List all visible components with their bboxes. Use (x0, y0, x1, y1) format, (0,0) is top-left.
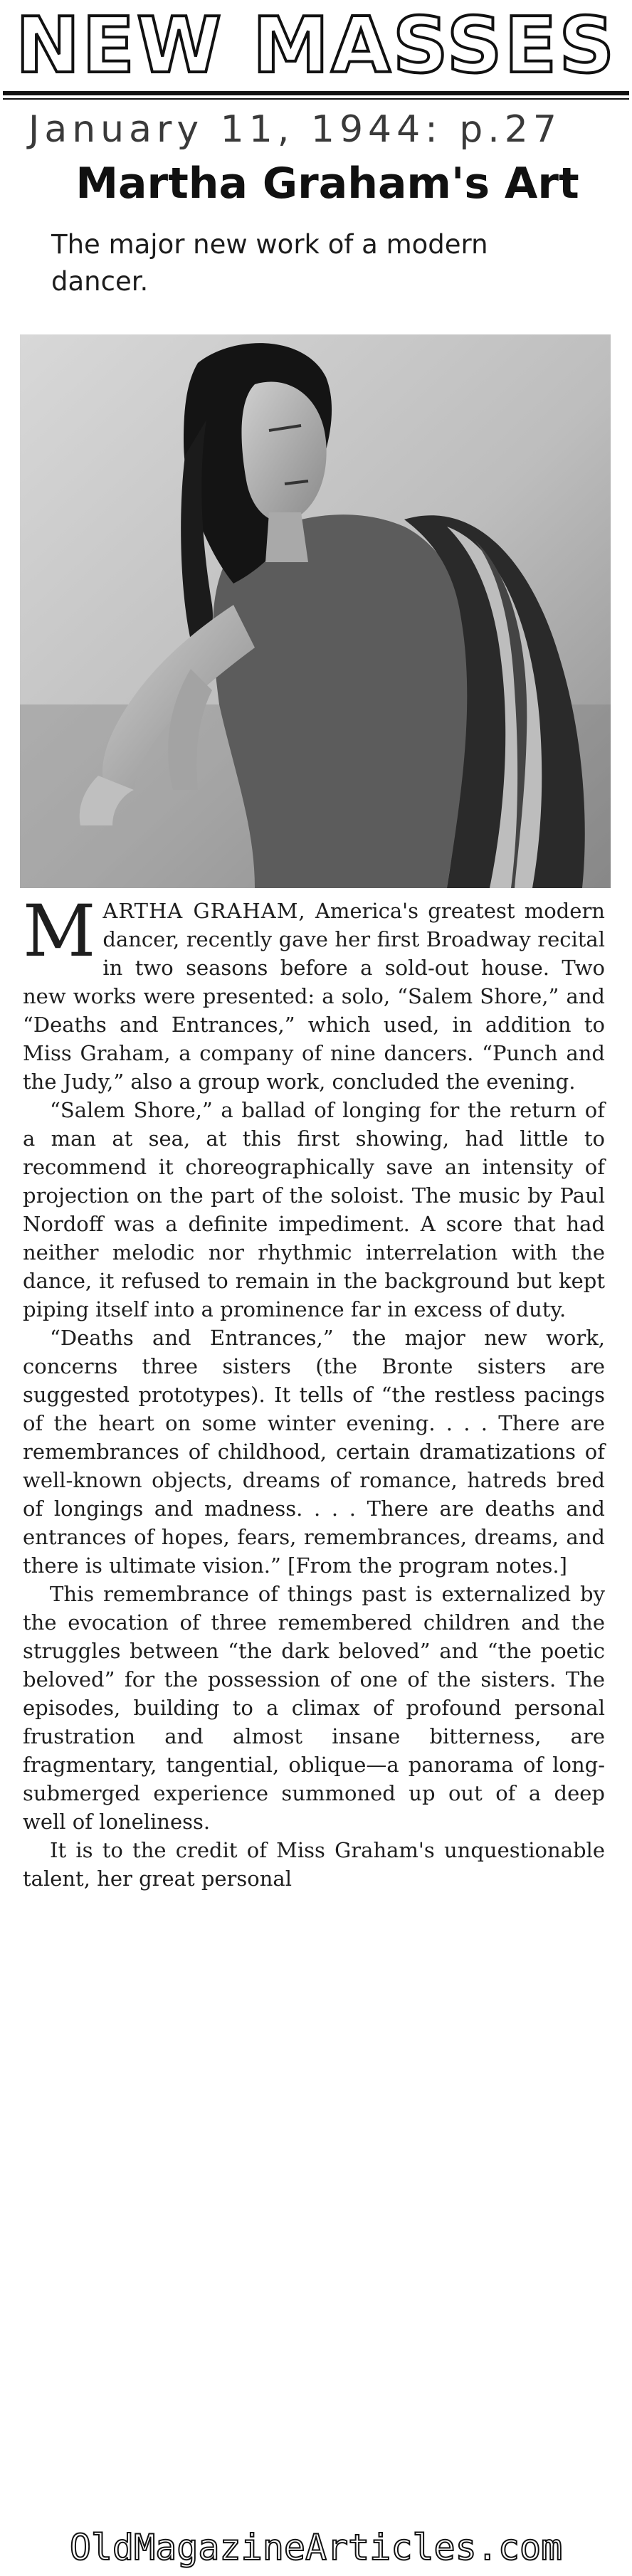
source-watermark: OldMagazineArticles.com (69, 2527, 563, 2568)
article-paragraph-3: “Deaths and Entrances,” the major new work, concerns three sisters (the Bronte sisters are suggested prototypes). It tells of “the restless pacings of the heart on some winter evening. . . . There are remembrances of childhood, certain dramatizations of well-known objects, dreams of romance, hatreds bred of longings and madness. . . . There are deaths and entrances of hopes, fears, remembrances, dreams, and there is ultimate vision.” [From the program notes.] (23, 1326, 605, 1578)
masthead-rule-thin (3, 98, 629, 100)
masthead-rule-thick (3, 91, 629, 95)
article-paragraph-2: “Salem Shore,” a ballad of longing for the return of a man at sea, at this first showing, had little to recommend it choreographically save an intensity of projection on the part of the soloist. The music by Paul Nordoff was a definite impediment. A score that had neither melodic nor rhythmic interrelation with the dance, it refused to remain in the background but kept piping itself into a prominence far in excess of duty. (23, 1098, 605, 1321)
article-paragraph-1-text: America's greatest modern dancer, recently gave her first Broadway recital in two seasons before a sold-out house. Two new works were presented: a solo, “Salem Shore,” and “Deaths and Entrances,” which used, in addition to Miss Graham, a company of nine dancers. “Punch and the Judy,” also a group work, concluded the evening. (23, 899, 605, 1094)
article-paragraph-5: It is to the credit of Miss Graham's unquestionable talent, her great personal (23, 1838, 605, 1891)
headline: Martha Graham's Art (75, 159, 579, 208)
dateline: January 11, 1944: p.27 (28, 108, 562, 151)
masthead: NEW MASSES (15, 1, 617, 90)
article-paragraph-4: This remembrance of things past is externalized by the evocation of three remembered children and the struggles between “the dark beloved” and “the poetic beloved” for the possession of one of the sisters. The episodes, building to a climax of profound personal frustration and almost insane bitterness, are fragmentary, tangential, oblique—a panorama of long-submerged experience summoned up out of a deep well of loneliness. (23, 1582, 605, 1834)
article-body (23, 890, 605, 1893)
dancer-photo (20, 334, 611, 888)
deck-subtitle: The major new work of a modern dancer. (51, 229, 488, 297)
drop-cap: M (23, 890, 96, 973)
article-lead-in: ARTHA GRAHAM, (102, 899, 306, 923)
article-paragraph-1 (23, 890, 605, 1096)
